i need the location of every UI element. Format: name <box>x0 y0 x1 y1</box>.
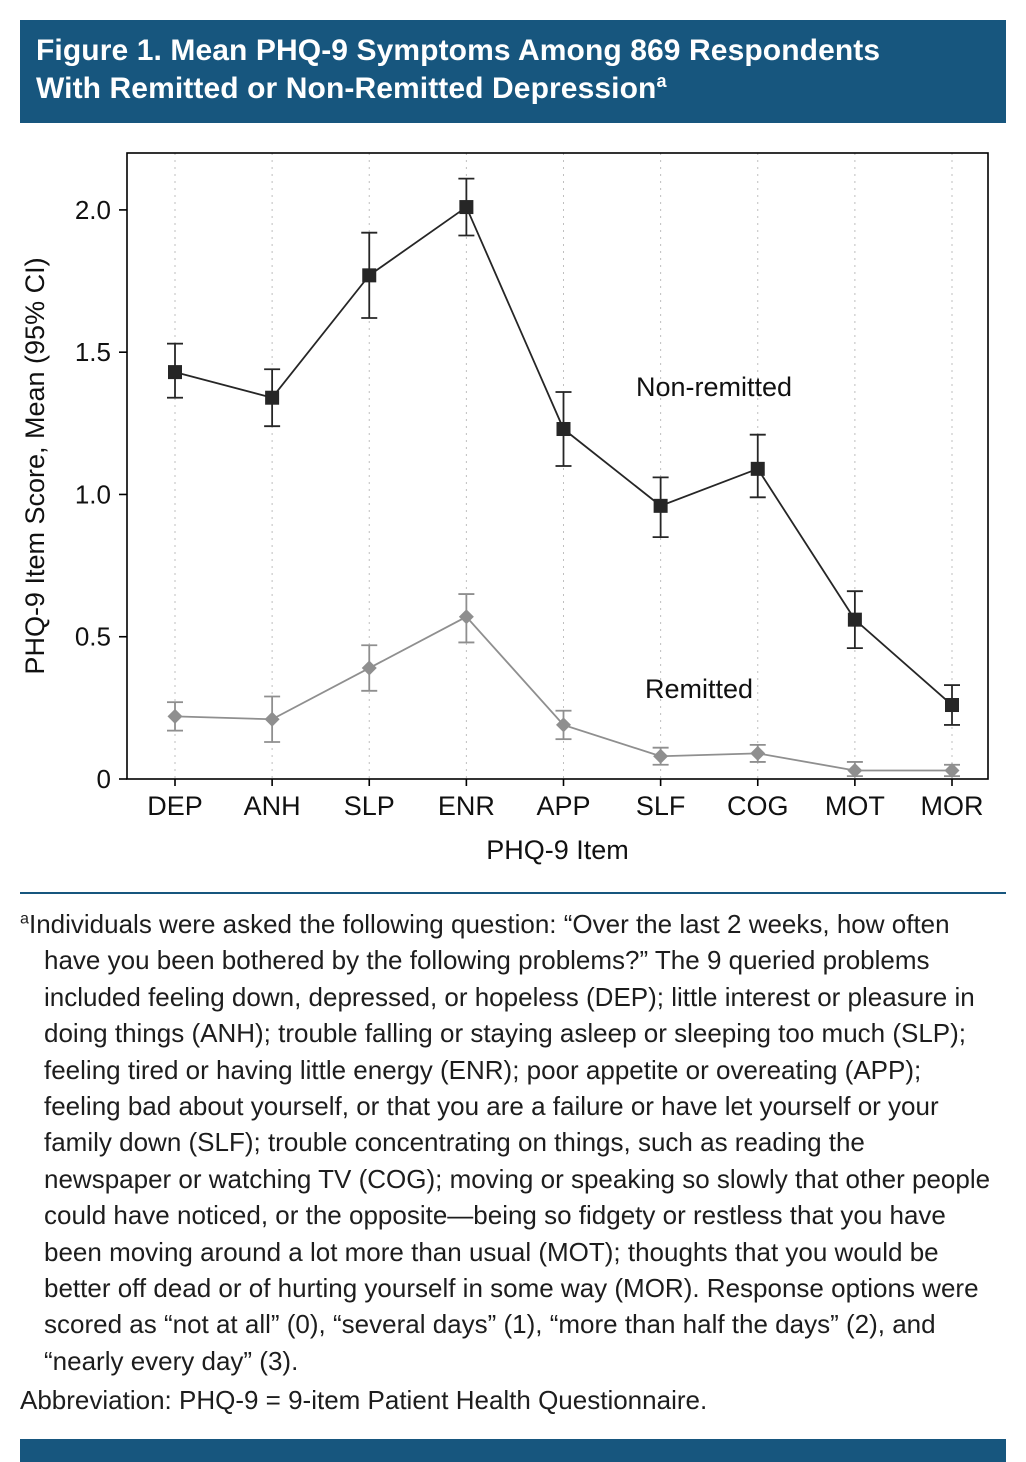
figure-title-line1: Figure 1. Mean PHQ-9 Symptoms Among 869 Respondents <box>36 34 881 67</box>
figure-footnote <box>20 906 998 1418</box>
svg-text:2.0: 2.0 <box>74 194 111 225</box>
footnote-body: Individuals were asked the following question: “Over the last 2 weeks, how often have you been bothered by the following problems?” The 9 queried problems included feeling down, depressed, or hopeless (DEP); little interest or pleasure in doing things (ANH); trouble falling or staying asleep or sleeping too much (SLP); feeling tired or having little energy (ENR); poor appetite or overeating (APP); feeling bad about yourself, or that you are a failure or have let yourself or your family down (SLF); trouble concentrating on things, such as reading the newspaper or watching TV (COG); moving or speaking so slowly that other people could have noticed, or the opposite—being so fidgety or restless that you have been moving around a lot more than usual (MOT); thoughts that you would be better off dead or of hurting yourself in some way (MOR). Response options were scored as “not at all” (0), “several days” (1), “more than half the days” (2), and “nearly every day” (3). <box>28 909 991 1376</box>
svg-text:0: 0 <box>96 764 111 794</box>
svg-text:MOR: MOR <box>920 791 984 821</box>
figure-title-bar <box>20 20 1006 123</box>
svg-text:1.5: 1.5 <box>74 337 111 368</box>
footer-bar <box>20 1439 1006 1462</box>
svg-text:ANH: ANH <box>243 791 301 821</box>
svg-text:Remitted: Remitted <box>645 674 754 704</box>
svg-text:0.5: 0.5 <box>74 621 111 652</box>
footnote-text <box>20 906 998 1379</box>
svg-text:PHQ-9 Item Score, Mean (95% CI: PHQ-9 Item Score, Mean (95% CI) <box>20 257 50 675</box>
svg-text:ENR: ENR <box>437 791 495 821</box>
figure-title-line2: With Remitted or Non-Remitted Depression <box>36 72 657 106</box>
svg-text:PHQ-9 Item: PHQ-9 Item <box>486 835 629 865</box>
figure-title <box>36 32 990 109</box>
phq9-chart-svg <box>0 128 1026 878</box>
footnote-superscript: a <box>20 909 29 928</box>
svg-text:SLF: SLF <box>635 791 686 821</box>
footnote-abbreviation: Abbreviation: PHQ-9 = 9-item Patient Health Questionnaire. <box>20 1385 708 1416</box>
phq9-chart <box>0 128 1026 878</box>
svg-text:COG: COG <box>726 791 789 821</box>
svg-text:1.0: 1.0 <box>74 479 111 510</box>
svg-text:DEP: DEP <box>147 791 203 821</box>
svg-text:SLP: SLP <box>343 791 395 821</box>
separator-rule <box>20 892 1006 894</box>
figure-title-superscript: a <box>656 71 667 92</box>
svg-text:Non-remitted: Non-remitted <box>636 372 793 402</box>
svg-text:MOT: MOT <box>824 791 885 821</box>
svg-text:APP: APP <box>536 791 591 821</box>
